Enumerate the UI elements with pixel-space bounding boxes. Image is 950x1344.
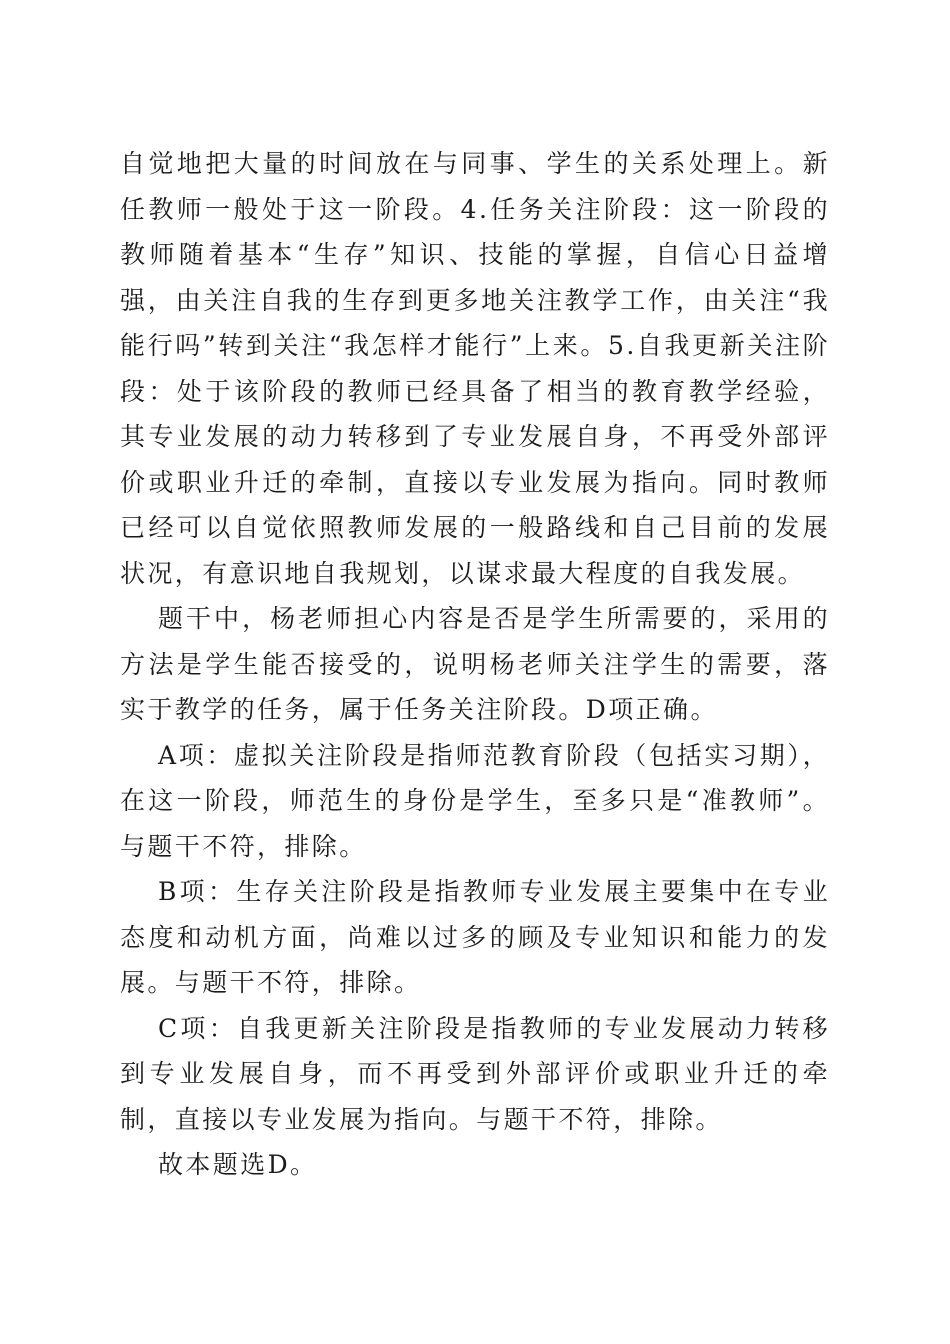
paragraph-stem-analysis: 题干中，杨老师担心内容是否是学生所需要的，采用的方法是学生能否接受的，说明杨老师关注学生的需要，落实于教学的任务，属于任务关注阶段。D项正确。 (120, 604, 830, 724)
paragraph-option-c: C项：自我更新关注阶段是指教师的专业发展动力转移到专业发展自身，而不再受到外部评价或职业升迁的牵制，直接以专业发展为指向。与题干不符，排除。 (120, 1013, 830, 1134)
paragraph-conclusion: 故本题选D。 (158, 1150, 318, 1179)
answer-explanation-text (120, 141, 830, 1188)
paragraph-stage-descriptions: 自觉地把大量的时间放在与同事、学生的关系处理上。新任教师一般处于这一阶段。4.任务关注阶段：这一阶段的教师随着基本“生存”知识、技能的掌握，自信心日益增强，由关注自我的生存到更多地关注教学工作，由关注“我能行吗”转到关注“我怎样才能行”上来。5.自我更新关注阶段：处于该阶段的教师已经具备了相当的教育教学经验，其专业发展的动力转移到了专业发展自身，不再受外部评价或职业升迁的牵制，直接以专业发展为指向。同时教师已经可以自觉依照教师发展的一般路线和自己目前的发展状况，有意识地自我规划，以谋求最大程度的自我发展。 (120, 149, 830, 588)
paragraph-option-b: B项：生存关注阶段是指教师专业发展主要集中在专业态度和动机方面，尚难以过多的顾及专业知识和能力的发展。与题干不符，排除。 (120, 877, 830, 997)
paragraph-option-a: A项：虚拟关注阶段是指师范教育阶段（包括实习期），在这一阶段，师范生的身份是学生，至多只是“准教师”。与题干不符，排除。 (120, 740, 830, 861)
